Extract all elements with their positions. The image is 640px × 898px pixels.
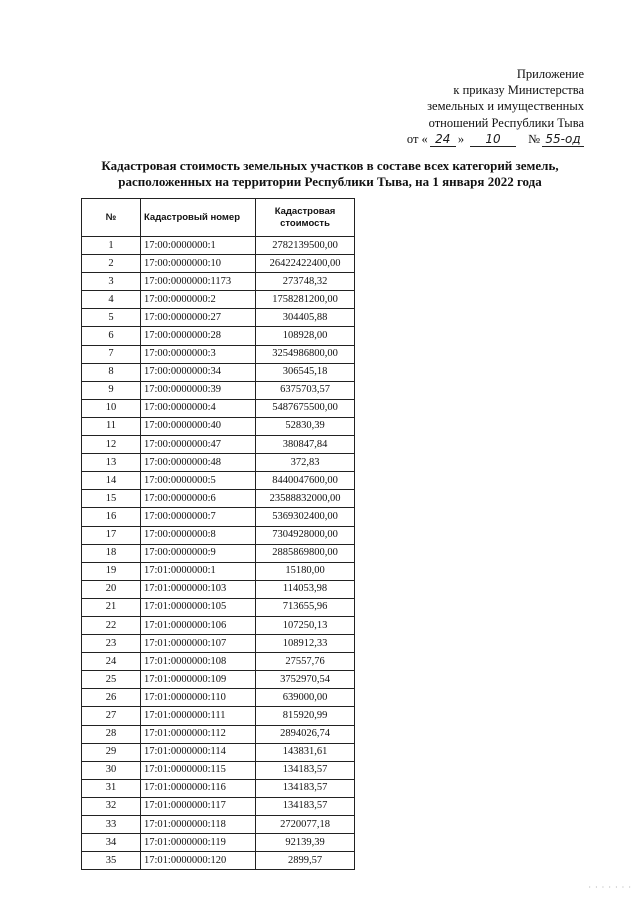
cadastral-number-cell: 17:00:0000000:1173 [141, 273, 256, 291]
row-number: 27 [82, 707, 141, 725]
cadastral-number-cell: 17:01:0000000:118 [141, 816, 256, 834]
row-number: 17 [82, 526, 141, 544]
table-row [82, 707, 355, 725]
row-number: 34 [82, 834, 141, 852]
scan-mark: · · · · · · · [588, 883, 632, 892]
table-row [82, 399, 355, 417]
row-number: 31 [82, 779, 141, 797]
cadastral-value-cell: 306545,18 [256, 363, 355, 381]
order-number-sign: № [528, 131, 540, 146]
cadastral-value-cell: 372,83 [256, 454, 355, 472]
cadastral-value-cell: 6375703,57 [256, 381, 355, 399]
table-row [82, 544, 355, 562]
cadastral-value-cell: 304405,88 [256, 309, 355, 327]
table-row [82, 454, 355, 472]
table-row [82, 653, 355, 671]
table-row [82, 417, 355, 435]
cadastral-number-cell: 17:01:0000000:114 [141, 743, 256, 761]
cadastral-value-cell: 2782139500,00 [256, 237, 355, 255]
cadastral-value-cell: 273748,32 [256, 273, 355, 291]
row-number: 21 [82, 598, 141, 616]
row-number: 25 [82, 671, 141, 689]
table-row [82, 671, 355, 689]
cadastral-value-cell: 134183,57 [256, 761, 355, 779]
cadastral-value-cell: 2885869800,00 [256, 544, 355, 562]
table-row [82, 327, 355, 345]
cadastral-number-cell: 17:00:0000000:40 [141, 417, 256, 435]
table-row [82, 761, 355, 779]
cadastral-value-cell: 5487675500,00 [256, 399, 355, 417]
row-number: 24 [82, 653, 141, 671]
cadastral-value-cell: 7304928000,00 [256, 526, 355, 544]
row-number: 9 [82, 381, 141, 399]
row-number: 32 [82, 797, 141, 815]
row-number: 3 [82, 273, 141, 291]
cadastral-number-cell: 17:01:0000000:105 [141, 598, 256, 616]
row-number: 16 [82, 508, 141, 526]
cadastral-value-cell: 380847,84 [256, 436, 355, 454]
cadastral-number-cell: 17:00:0000000:2 [141, 291, 256, 309]
cadastral-value-cell: 5369302400,00 [256, 508, 355, 526]
row-number: 15 [82, 490, 141, 508]
table-row [82, 237, 355, 255]
table-row [82, 616, 355, 634]
cadastral-value-cell: 134183,57 [256, 797, 355, 815]
table-row [82, 273, 355, 291]
cadastral-value-cell: 134183,57 [256, 779, 355, 797]
row-number: 10 [82, 399, 141, 417]
order-month: 10 [470, 133, 516, 147]
cadastral-number-cell: 17:01:0000000:120 [141, 852, 256, 870]
cadastral-value-cell: 713655,96 [256, 598, 355, 616]
document-title [60, 158, 600, 190]
table-row [82, 852, 355, 870]
cadastral-number-cell: 17:01:0000000:1 [141, 562, 256, 580]
row-number: 20 [82, 580, 141, 598]
table-row [82, 834, 355, 852]
table-row [82, 689, 355, 707]
cadastral-number-cell: 17:00:0000000:4 [141, 399, 256, 417]
order-day: 24 [430, 133, 456, 147]
appendix-line-2: к приказу Министерства [453, 83, 584, 98]
table-row [82, 490, 355, 508]
cadastral-number-cell: 17:01:0000000:112 [141, 725, 256, 743]
cadastral-number-cell: 17:00:0000000:48 [141, 454, 256, 472]
cadastral-number-cell: 17:01:0000000:107 [141, 635, 256, 653]
header-cadastral-number: Кадастровый номер [141, 199, 256, 237]
header-number: № [82, 199, 141, 237]
title-line-1: Кадастровая стоимость земельных участков в составе всех категорий земель, [101, 158, 559, 173]
cadastral-value-cell: 639000,00 [256, 689, 355, 707]
appendix-line-1: Приложение [516, 67, 584, 81]
cadastral-number-cell: 17:01:0000000:110 [141, 689, 256, 707]
row-number: 28 [82, 725, 141, 743]
cadastral-value-cell: 26422422400,00 [256, 255, 355, 273]
cadastral-number-cell: 17:00:0000000:9 [141, 544, 256, 562]
table-row [82, 381, 355, 399]
cadastral-number-cell: 17:00:0000000:5 [141, 472, 256, 490]
table-row [82, 309, 355, 327]
cadastral-value-cell: 107250,13 [256, 616, 355, 634]
cadastral-number-cell: 17:00:0000000:27 [141, 309, 256, 327]
cadastral-number-cell: 17:00:0000000:3 [141, 345, 256, 363]
cadastral-value-cell: 23588832000,00 [256, 490, 355, 508]
row-number: 6 [82, 327, 141, 345]
table-row [82, 363, 355, 381]
row-number: 35 [82, 852, 141, 870]
table-row [82, 580, 355, 598]
cadastral-number-cell: 17:00:0000000:39 [141, 381, 256, 399]
cadastral-number-cell: 17:01:0000000:116 [141, 779, 256, 797]
header-cadastral-value: Кадастровая стоимость [256, 199, 355, 237]
row-number: 29 [82, 743, 141, 761]
cadastral-number-cell: 17:01:0000000:103 [141, 580, 256, 598]
row-number: 8 [82, 363, 141, 381]
cadastral-number-cell: 17:01:0000000:106 [141, 616, 256, 634]
cadastral-number-cell: 17:01:0000000:117 [141, 797, 256, 815]
cadastral-number-cell: 17:00:0000000:28 [141, 327, 256, 345]
row-number: 26 [82, 689, 141, 707]
cadastral-number-cell: 17:00:0000000:7 [141, 508, 256, 526]
cadastral-value-cell: 92139,39 [256, 834, 355, 852]
table-row [82, 291, 355, 309]
row-number: 13 [82, 454, 141, 472]
row-number: 30 [82, 761, 141, 779]
cadastral-number-cell: 17:00:0000000:47 [141, 436, 256, 454]
table-row [82, 255, 355, 273]
cadastral-number-cell: 17:00:0000000:10 [141, 255, 256, 273]
table-row [82, 725, 355, 743]
table-row [82, 472, 355, 490]
row-number: 22 [82, 616, 141, 634]
row-number: 33 [82, 816, 141, 834]
table-row [82, 526, 355, 544]
cadastral-value-table [81, 198, 355, 870]
cadastral-value-cell: 8440047600,00 [256, 472, 355, 490]
row-number: 5 [82, 309, 141, 327]
cadastral-number-cell: 17:01:0000000:111 [141, 707, 256, 725]
table-row [82, 436, 355, 454]
cadastral-value-cell: 3254986800,00 [256, 345, 355, 363]
cadastral-value-cell: 815920,99 [256, 707, 355, 725]
row-number: 1 [82, 237, 141, 255]
table-row [82, 345, 355, 363]
cadastral-value-cell: 114053,98 [256, 580, 355, 598]
cadastral-number-cell: 17:01:0000000:119 [141, 834, 256, 852]
table-row [82, 743, 355, 761]
appendix-line-4: отношений Республики Тыва [428, 115, 584, 130]
appendix-line-3: земельных и имущественных [427, 99, 584, 114]
appendix-header [407, 66, 584, 147]
table-row [82, 508, 355, 526]
table-row [82, 816, 355, 834]
cadastral-value-cell: 52830,39 [256, 417, 355, 435]
order-number: 55-од [542, 133, 584, 147]
cadastral-value-cell: 2894026,74 [256, 725, 355, 743]
row-number: 2 [82, 255, 141, 273]
order-day-close: » [457, 131, 465, 146]
title-line-2: расположенных на территории Республики Тыва, на 1 января 2022 года [118, 174, 542, 189]
cadastral-number-cell: 17:00:0000000:1 [141, 237, 256, 255]
row-number: 14 [82, 472, 141, 490]
table-row [82, 635, 355, 653]
cadastral-value-cell: 27557,76 [256, 653, 355, 671]
row-number: 19 [82, 562, 141, 580]
cadastral-value-cell: 143831,61 [256, 743, 355, 761]
cadastral-value-cell: 15180,00 [256, 562, 355, 580]
row-number: 12 [82, 436, 141, 454]
cadastral-value-cell: 108928,00 [256, 327, 355, 345]
cadastral-number-cell: 17:00:0000000:8 [141, 526, 256, 544]
cadastral-value-cell: 2720077,18 [256, 816, 355, 834]
order-date-number [407, 131, 584, 147]
order-from-label: от « [406, 131, 428, 146]
cadastral-value-cell: 3752970,54 [256, 671, 355, 689]
cadastral-number-cell: 17:01:0000000:108 [141, 653, 256, 671]
table-row [82, 797, 355, 815]
cadastral-number-cell: 17:01:0000000:115 [141, 761, 256, 779]
row-number: 7 [82, 345, 141, 363]
cadastral-value-cell: 2899,57 [256, 852, 355, 870]
cadastral-number-cell: 17:01:0000000:109 [141, 671, 256, 689]
table-row [82, 562, 355, 580]
row-number: 11 [82, 417, 141, 435]
table-header-row [82, 199, 355, 237]
cadastral-number-cell: 17:00:0000000:6 [141, 490, 256, 508]
table-row [82, 779, 355, 797]
row-number: 18 [82, 544, 141, 562]
row-number: 23 [82, 635, 141, 653]
cadastral-number-cell: 17:00:0000000:34 [141, 363, 256, 381]
cadastral-value-cell: 108912,33 [256, 635, 355, 653]
cadastral-value-cell: 1758281200,00 [256, 291, 355, 309]
table-row [82, 598, 355, 616]
row-number: 4 [82, 291, 141, 309]
